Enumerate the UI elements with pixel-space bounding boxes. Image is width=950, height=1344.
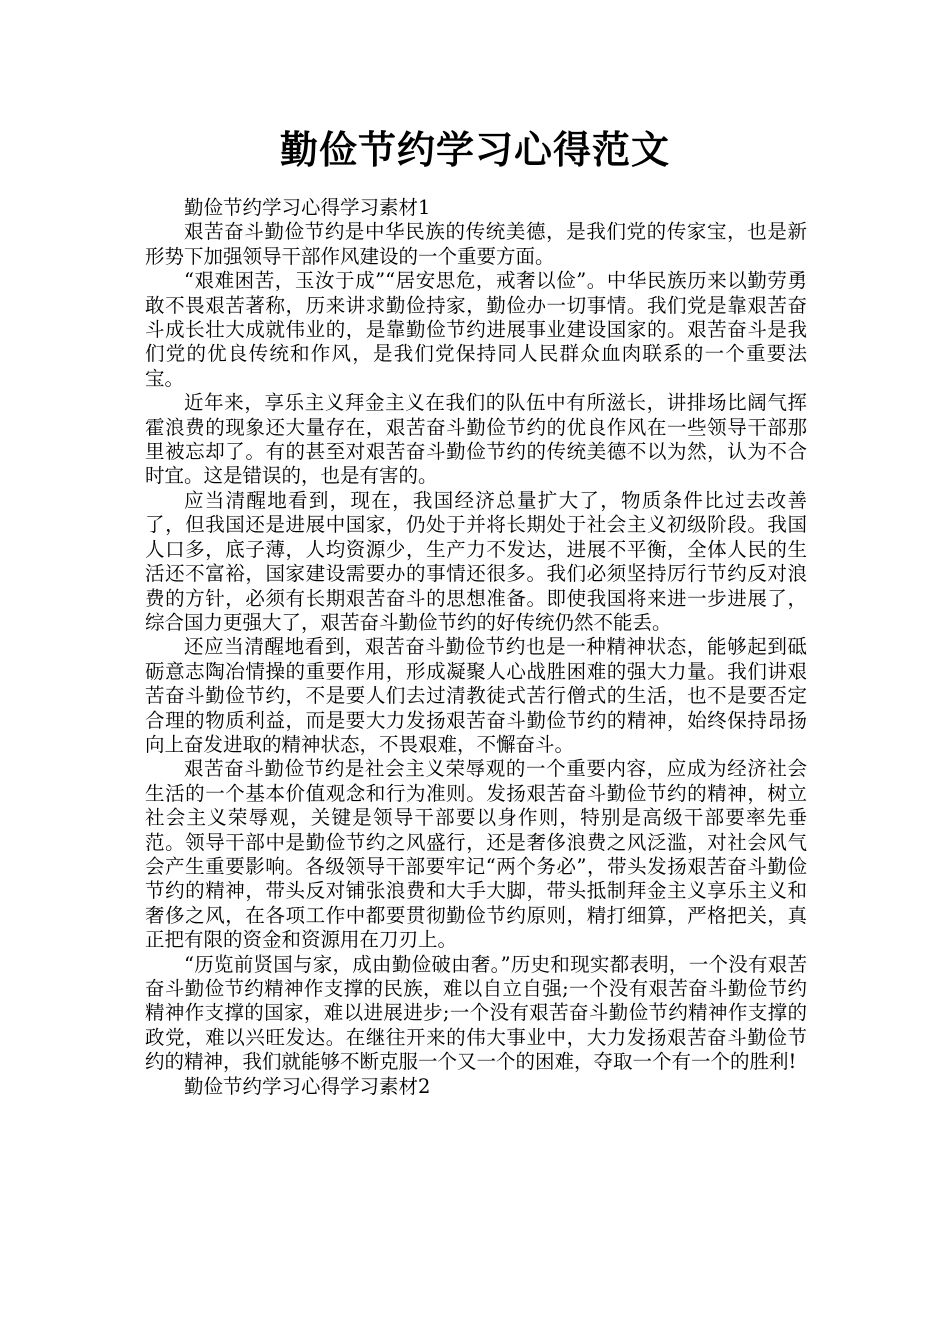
paragraph: “艰难困苦，玉汝于成”“居安思危，戒奢以俭”。中华民族历来以勤劳勇敢不畏艰苦著称，历来讲求勤俭持家，勤俭办一切事情。我们党是靠艰苦奋斗成长壮大成就伟业的，是靠勤俭节约进展事业建设国家的。艰苦奋斗是我们党的优良传统和作风，是我们党保持同人民群众血肉联系的一个重要法宝。: [145, 269, 807, 390]
document-body: [145, 196, 807, 1099]
paragraph: “历览前贤国与家，成由勤俭破由奢。”历史和现实都表明，一个没有艰苦奋斗勤俭节约精神作支撑的民族，难以自立自强;一个没有艰苦奋斗勤俭节约精神作支撑的国家，难以进展进步;一个没有艰苦奋斗勤俭节约精神作支撑的政党，难以兴旺发达。在继往开来的伟大事业中，大力发扬艰苦奋斗勤俭节约的精神，我们就能够不断克服一个又一个的困难，夺取一个有一个的胜利!: [145, 952, 807, 1074]
paragraph: 还应当清醒地看到，艰苦奋斗勤俭节约也是一种精神状态，能够起到砥砺意志陶冶情操的重要作用，形成凝聚人心战胜困难的强大力量。我们讲艰苦奋斗勤俭节约，不是要人们去过清教徒式苦行僧式的生活，也不是要否定合理的物质利益，而是要大力发扬艰苦奋斗勤俭节约的精神，始终保持昂扬向上奋发进取的精神状态，不畏艰难，不懈奋斗。: [145, 635, 807, 756]
document-title: 勤俭节约学习心得范文: [279, 128, 670, 172]
section-heading: 勤俭节约学习心得学习素材1: [184, 196, 431, 219]
paragraph: 近年来，享乐主义拜金主义在我们的队伍中有所滋长，讲排场比阔气挥霍浪费的现象还大量存在，艰苦奋斗勤俭节约的优良作风在一些领导干部那里被忘却了。有的甚至对艰苦奋斗勤俭节约的传统美德不以为然，认为不合时宜。这是错误的，也是有害的。: [145, 391, 807, 488]
paragraph: 艰苦奋斗勤俭节约是社会主义荣辱观的一个重要内容，应成为经济社会生活的一个基本价值观念和行为准则。发扬艰苦奋斗勤俭节约的精神，树立社会主义荣辱观，关键是领导干部要以身作则，特别是高级干部要率先垂范。领导干部中是勤俭节约之风盛行，还是奢侈浪费之风泛滥，对社会风气会产生重要影响。各级领导干部要牢记“两个务必”，带头发扬艰苦奋斗勤俭节约的精神，带头反对铺张浪费和大手大脚，带头抵制拜金主义享乐主义和奢侈之风，在各项工作中都要贯彻勤俭节约原则，精打细算，严格把关，真正把有限的资金和资源用在刀刃上。: [145, 757, 807, 952]
paragraph: 应当清醒地看到，现在，我国经济总量扩大了，物质条件比过去改善了，但我国还是进展中国家，仍处于并将长期处于社会主义初级阶段。我国人口多，底子薄，人均资源少，生产力不发达，进展不平衡，全体人民的生活还不富裕，国家建设需要办的事情还很多。我们必须坚持厉行节约反对浪费的方针，必须有长期艰苦奋斗的思想准备。即使我国将来进一步进展了，综合国力更强大了，艰苦奋斗勤俭节约的好传统仍然不能丢。: [145, 488, 807, 634]
paragraph: 艰苦奋斗勤俭节约是中华民族的传统美德，是我们党的传家宝，也是新形势下加强领导干部作风建设的一个重要方面。: [145, 220, 807, 268]
section-heading: 勤俭节约学习心得学习素材2: [184, 1074, 431, 1098]
